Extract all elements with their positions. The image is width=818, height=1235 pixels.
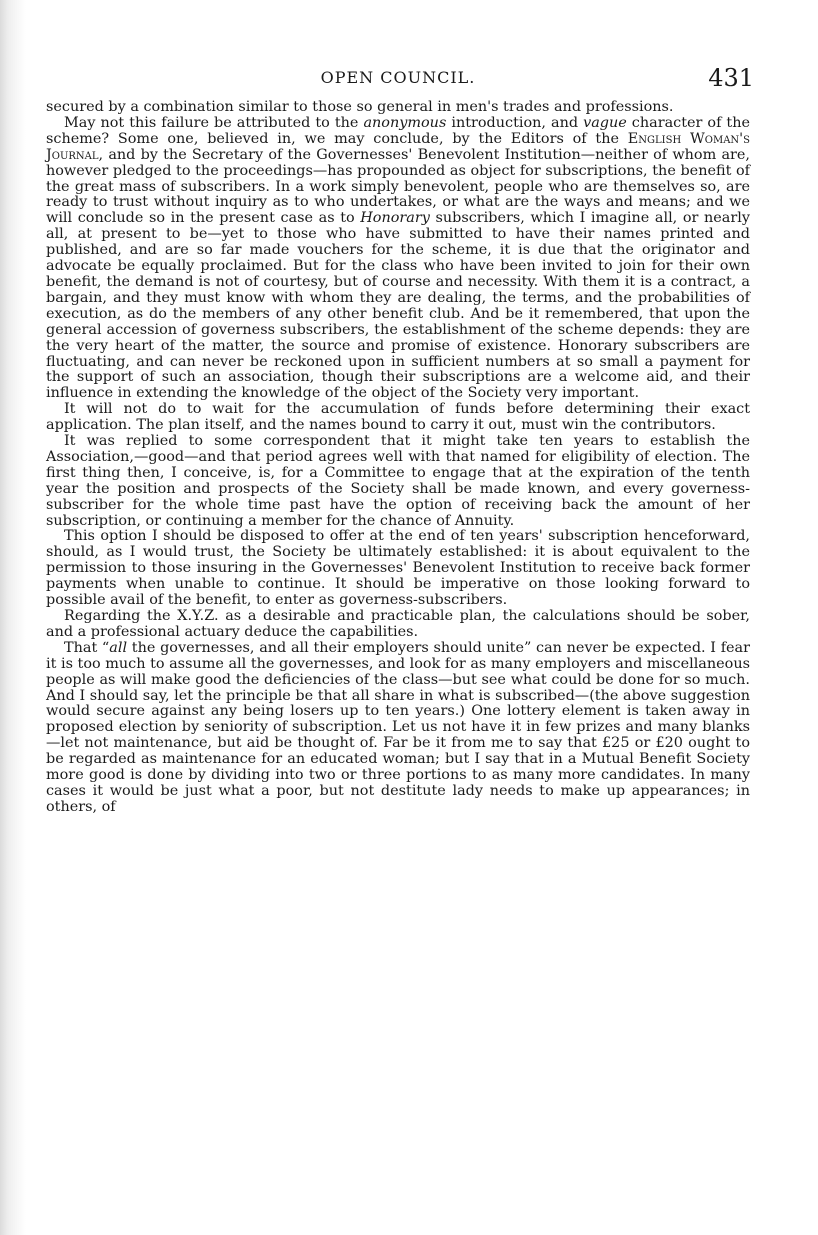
italic-all: all (109, 639, 128, 656)
book-page (46, 64, 754, 816)
italic-vague: vague (583, 114, 627, 131)
journal-title: English Woman's Journal (46, 130, 750, 163)
italic-honorary: Honorary (360, 210, 430, 227)
paragraph-6: Regarding the X.Y.Z. as a desirable and practicable plan, the calculations should be sober, and a professional actuary deduce the capabilities. (46, 608, 750, 640)
paragraph-3: It will not do to wait for the accumulation of funds before determining their exact application. The plan itself, and the names bound to carry it out, must win the contributors. (46, 401, 750, 434)
page-header (46, 64, 754, 100)
page-gutter-shadow (0, 0, 26, 1235)
paragraph-4: It was replied to some correspondent that it might take ten years to establish the Association,—good—and that period agrees well with that named for eligibility of election. The first thing then, I conceive, is, for a Committee to engage that at the expiration of the tenth year the position and prospects of the Society shall be made known, and every governess-subscriber for the whole time past have the option of receiving back the amount of her subscription, or continuing a member for the chance of Annuity. (46, 433, 750, 529)
italic-anonymous: anonymous (363, 114, 447, 131)
paragraph-7: That “all the governesses, and all their employers should unite” can never be expected. I fear it is too much to assume all the governesses, and look for as many employers and miscellaneous people as will make good the deficiencies of the class—but see what could be done for so much. And I should say, let the principle be that all share in what is subscribed—(the above suggestion would secure against any being losers up to ten years.) One lottery element is taken away in proposed election by seniority of subscription. Let us not have it in few prizes and many blanks—let not maintenance, but aid be thought of. Far be it from me to say that £25 or £20 ought to be regarded as maintenance for an educated woman; but I say that in a Mutual Benefit Society more good is done by dividing into two or three portions to as many more candidates. In many cases it would be just what a poor, but not destitute lady needs to make up appearances; in others, of (46, 639, 750, 815)
page-number: 431 (708, 64, 754, 92)
paragraph-1: secured by a combination similar to those so general in men's trades and professions. (46, 99, 674, 115)
paragraph-5: This option I should be disposed to offer at the end of ten years' subscription henceforward, should, as I would trust, the Society be ultimately established: it is about equivalent to the permission to those insuring in the Governesses' Benevolent Institution to receive back former payments when unable to continue. It should be imperative on those looking forward to possible avail of the benefit, to enter as governess-subscribers. (46, 528, 750, 609)
running-title: OPEN COUNCIL. (320, 68, 476, 87)
paragraph-2: May not this failure be attributed to the anonymous introduction, and vague character of the scheme? Some one, believed in, we may conclude, by the Editors of the English Woman's Journal, and by the Secretary of the Governesses' Benevolent Institution—neither of whom are, however pledged to the proceedings—has propounded as object for subscriptions, the benefit of the great mass of subscribers. In a work simply benevolent, people who are themselves so, are ready to trust without inquiry as to who undertakes, or what are the ways and means; and we will conclude so in the present case as to Honorary subscribers, which I imagine all, or nearly all, at present to be—yet to those who have submitted to have their names printed and published, and are so far made vouchers for the scheme, it is due that the originator and advocate be equally proclaimed. But for the class who have been invited to join for their own benefit, the demand is not of courtesy, but of course and necessity. With them it is a contract, a bargain, and they must know with whom they are dealing, the terms, and the probabilities of execution, as do the members of any other benefit club. And be it remembered, that upon the general accession of governess subscribers, the establishment of the scheme depends: they are the very heart of the matter, the source and promise of existence. Honorary subscribers are fluctuating, and can never be reckoned upon in sufficient numbers at so small a payment for the support of such an association, though their subscriptions are a welcome aid, and their influence in extending the knowledge of the object of the Society very important. (46, 114, 750, 402)
